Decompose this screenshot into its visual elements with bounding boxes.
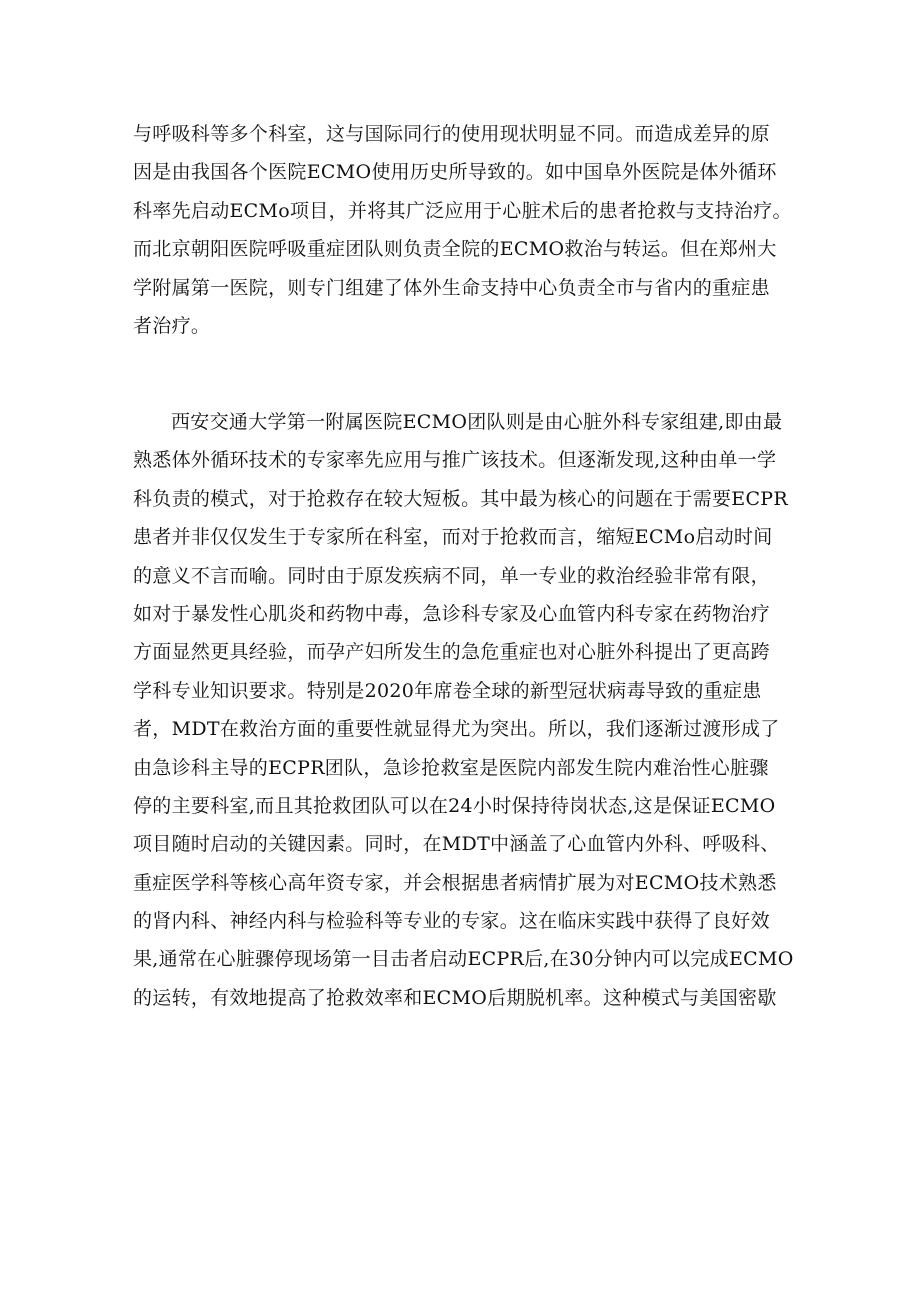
paragraph-line: 由急诊科主导的ECPR团队，急诊抢救室是医院内部发生院内难治性心脏骤 [133, 756, 769, 779]
paragraph-1 [133, 115, 793, 345]
paragraph-line: 的意义不言而喻。同时由于原发疾病不同，单一专业的救治经验非常有限， [133, 564, 770, 587]
paragraph-line: 因是由我国各个医院ECMO使用历史所导致的。如中国阜外医院是体外循环 [133, 161, 777, 184]
paragraph-line: 与呼吸科等多个科室，这与国际同行的使用现状明显不同。而造成差异的原 [133, 123, 770, 145]
paragraph-line: 的运转，有效地提高了抢救效率和ECMO后期脱机率。这种模式与美国密歇 [133, 986, 777, 1009]
paragraph-line: 患者并非仅仅发生于专家所在科室，而对于抢救而言，缩短ECMo启动时间 [133, 526, 773, 549]
paragraph-line: 的肾内科、神经内科与检验科等专业的专家。这在临床实践中获得了良好效 [133, 910, 770, 933]
paragraph-line: 方面显然更具经验，而孕产妇所发生的急危重症也对心脏外科提出了更高跨 [133, 641, 770, 664]
paragraph-line: 科负责的模式，对于抢救存在较大短板。其中最为核心的问题在于需要ECPR [133, 487, 788, 510]
paragraph-line: 学科专业知识要求。特别是2020年席卷全球的新型冠状病毒导致的重症患 [133, 679, 762, 702]
paragraph-line: 学附属第一医院，则专门组建了体外生命支持中心负责全市与省内的重症患 [133, 276, 770, 299]
paragraph-line: 者治疗。 [133, 314, 211, 337]
paragraph-line: 科率先启动ECMo项目，并将其广泛应用于心脏术后的患者抢救与支持治疗。 [133, 199, 792, 222]
paragraph-line: 果,通常在心脏骤停现场第一目击者启动ECPR后,在30分钟内可以完成ECMO [133, 948, 794, 971]
paragraph-line: 西安交通大学第一附属医院ECMO团队则是由心脏外科专家组建,即由最 [171, 411, 783, 433]
paragraph-line: 停的主要科室,而且其抢救团队可以在24小时保持待岗状态,这是保证ECMO [133, 794, 776, 817]
paragraph-line: 者，MDT在救治方面的重要性就显得尤为突出。所以，我们逐渐过渡形成了 [133, 718, 780, 741]
paragraph-2 [133, 403, 793, 1017]
paragraph-line: 如对于暴发性心肌炎和药物中毒，急诊科专家及心血管内科专家在药物治疗 [133, 602, 770, 625]
paragraph-line: 而北京朝阳医院呼吸重症团队则负责全院的ECMO救治与转运。但在郑州大 [133, 238, 777, 261]
paragraph-line: 重症医学科等核心高年资专家，并会根据患者病情扩展为对ECMO技术熟悉 [133, 871, 777, 894]
paragraph-line: 熟悉体外循环技术的专家率先应用与推广该技术。但逐渐发现,这种由单一学 [133, 449, 777, 472]
paragraph-line: 项目随时启动的关键因素。同时，在MDT中涵盖了心血管内外科、呼吸科、 [133, 833, 780, 856]
